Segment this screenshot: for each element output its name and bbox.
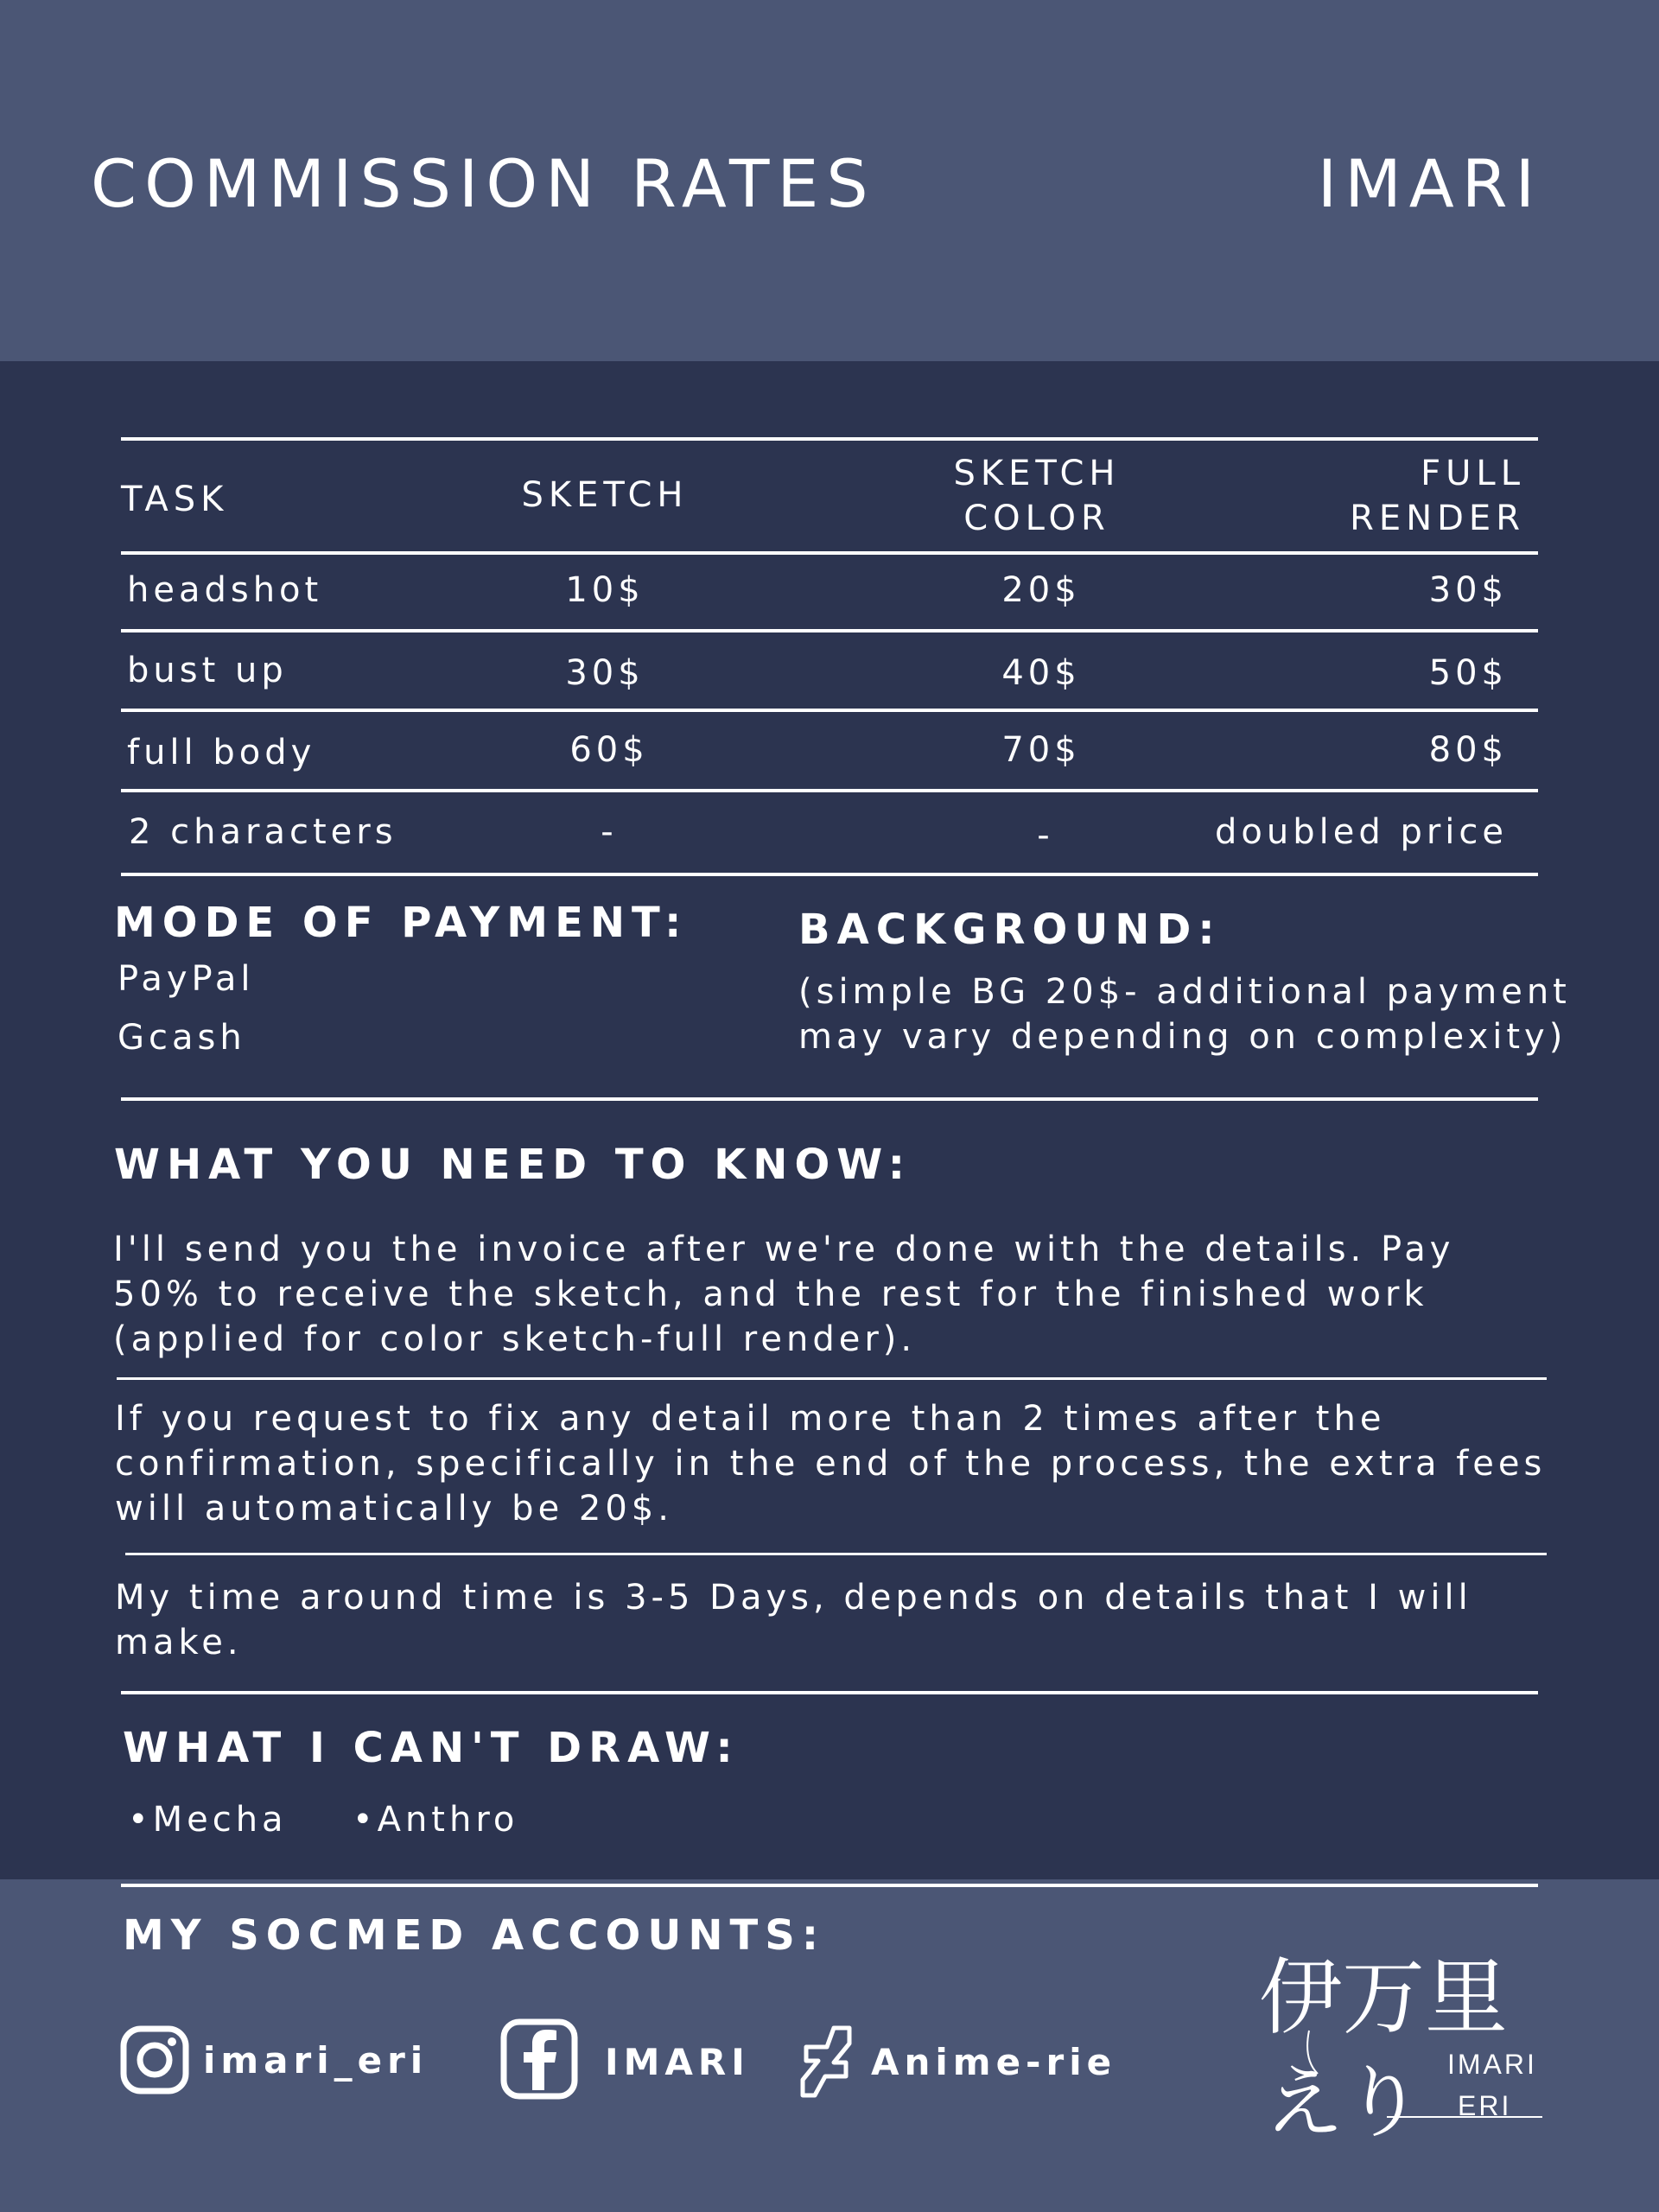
table-cell-full-render: 30$ [1428, 570, 1508, 610]
table-top-rule [121, 437, 1538, 441]
table-header-rule [121, 551, 1538, 555]
col-header-sketch: SKETCH [521, 475, 689, 515]
table-cell-full-render: doubled price [1215, 812, 1508, 852]
table-cell-task: headshot [127, 570, 323, 610]
background-note-line: (simple BG 20$- additional payment [798, 972, 1571, 1012]
table-row-rule [121, 789, 1538, 792]
deviantart-handle[interactable]: Anime-rie [871, 2041, 1117, 2083]
section-rule [121, 1097, 1538, 1101]
table-cell-task: 2 characters [129, 812, 397, 852]
table-bottom-rule [121, 873, 1538, 876]
section-rule [121, 1691, 1538, 1694]
table-cell-sketch: - [601, 812, 618, 852]
table-row-rule [121, 709, 1538, 712]
table-row-rule [121, 629, 1538, 632]
cant-draw-item: •Anthro [353, 1800, 519, 1840]
signature-kanji: 伊万里 [1259, 1949, 1508, 2046]
background-note-line: may vary depending on complexity) [798, 1017, 1567, 1057]
payment-method: PayPal [118, 959, 255, 999]
know-heading: WHAT YOU NEED TO KNOW: [114, 1141, 912, 1189]
instagram-icon[interactable] [119, 2024, 190, 2095]
deviantart-icon[interactable] [799, 2024, 853, 2099]
cant-draw-item: •Mecha [128, 1800, 288, 1840]
know-paragraph: My time around time is 3-5 Days, depends on details that I will make. [115, 1578, 1472, 1662]
signature-latin: IMARI [1447, 2049, 1537, 2080]
facebook-icon[interactable] [499, 2018, 579, 2101]
table-cell-sketch: 60$ [569, 730, 649, 770]
page-title: COMMISSION RATES [91, 145, 876, 222]
brand-name: IMARI [1317, 145, 1542, 222]
table-cell-sketch-color: 20$ [1001, 570, 1081, 610]
signature-latin: ERI [1458, 2090, 1512, 2121]
know-paragraph: If you request to fix any detail more than 2 times after the confirmation, specifically in the end of the process, the extra fees will automatically be 20$. [115, 1399, 1547, 1529]
col-header-sketch-color-line2: COLOR [963, 499, 1110, 538]
table-cell-sketch: 30$ [565, 653, 645, 693]
col-header-full-render-line2: RENDER [1350, 499, 1525, 538]
signature-logo [1257, 1936, 1542, 2152]
col-header-task: TASK [121, 480, 229, 519]
footer-rule [121, 1884, 1538, 1887]
table-cell-sketch-color: 70$ [1001, 730, 1081, 770]
socials-heading: MY SOCMED ACCOUNTS: [123, 1911, 826, 1960]
payment-method: Gcash [118, 1018, 246, 1058]
facebook-handle[interactable]: IMARI [605, 2041, 750, 2083]
table-cell-full-render: 50$ [1428, 653, 1508, 693]
cant-draw-heading: WHAT I CAN'T DRAW: [123, 1724, 740, 1772]
table-cell-task: bust up [127, 651, 288, 690]
instagram-handle[interactable]: imari_eri [203, 2039, 429, 2082]
paragraph-rule [125, 1553, 1547, 1555]
table-cell-sketch-color: - [1037, 816, 1054, 855]
payment-heading: MODE OF PAYMENT: [114, 899, 689, 947]
paragraph-rule [117, 1377, 1547, 1380]
signature-kana: えり [1264, 2056, 1424, 2149]
col-header-sketch-color-line1: SKETCH [953, 454, 1121, 493]
know-paragraph: I'll send you the invoice after we're done with the details. Pay 50% to receive the sketch, and the rest for the finished work (applied for color sketch-full render). [113, 1230, 1455, 1359]
table-cell-sketch-color: 40$ [1001, 653, 1081, 693]
table-cell-task: full body [127, 733, 316, 772]
table-cell-sketch: 10$ [565, 570, 645, 610]
col-header-full-render-line1: FULL [1421, 454, 1525, 493]
table-cell-full-render: 80$ [1428, 730, 1508, 770]
background-heading: BACKGROUND: [798, 906, 1222, 954]
